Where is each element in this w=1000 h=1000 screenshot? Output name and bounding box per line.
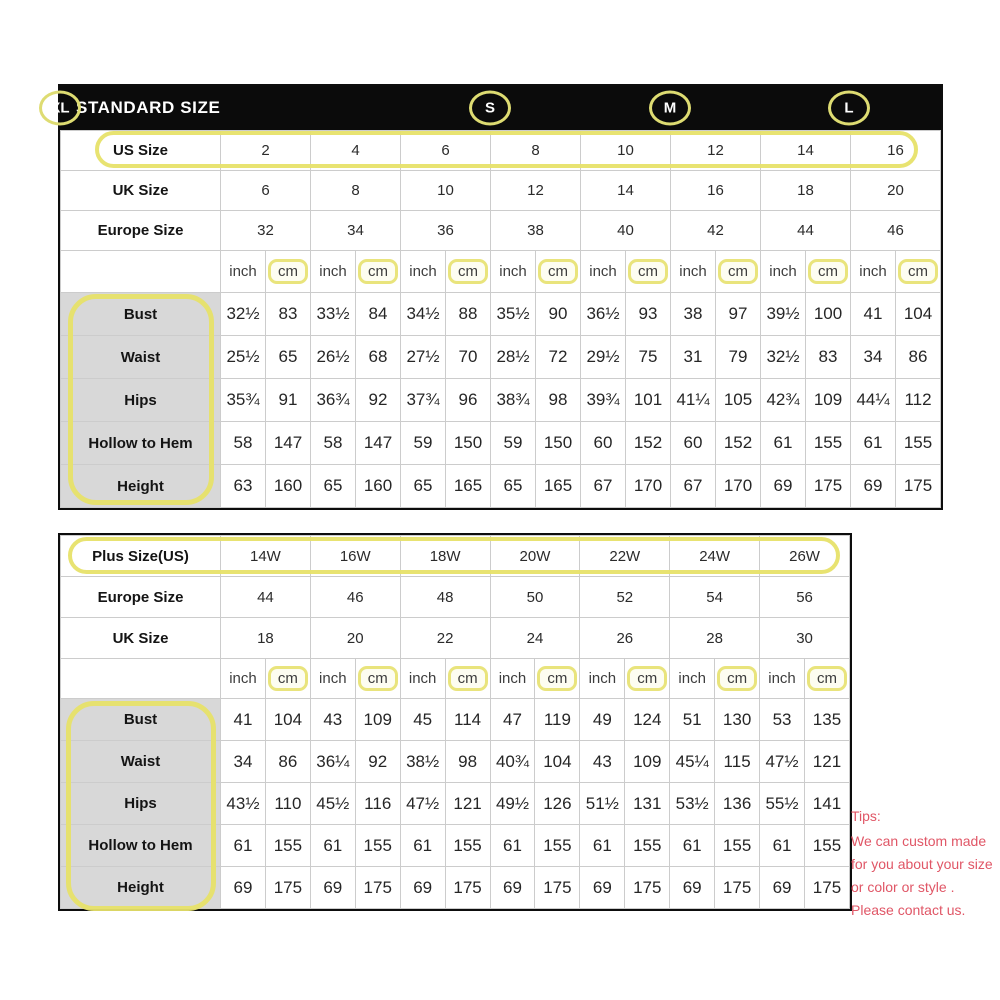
measure-value-cell: 61: [761, 422, 806, 465]
measure-value-cell: 155: [806, 422, 851, 465]
measure-value-cell: 136: [715, 783, 760, 825]
size-value-cell: 14: [581, 171, 671, 211]
measure-value-cell: 69: [761, 465, 806, 508]
measure-value-cell: 88: [446, 293, 491, 336]
measure-value-cell: 61: [221, 825, 266, 867]
measure-value-cell: 175: [265, 867, 310, 909]
measure-value-cell: 55½: [760, 783, 805, 825]
measure-value-cell: 155: [896, 422, 941, 465]
unit-header-cell: [670, 659, 715, 699]
measure-value-cell: 92: [356, 379, 401, 422]
measure-value-cell: 68: [356, 336, 401, 379]
measure-value-cell: 84: [356, 293, 401, 336]
size-value-cell: 24W: [670, 536, 760, 577]
measure-value-cell: 41: [221, 699, 266, 741]
standard-size-grid: [60, 130, 941, 508]
measure-value-cell: 79: [716, 336, 761, 379]
size-value-cell: 20: [310, 618, 400, 659]
unit-header-cell: [445, 659, 490, 699]
measure-value-cell: 86: [896, 336, 941, 379]
size-value-cell: 32: [221, 211, 311, 251]
unit-label: inch: [409, 262, 437, 280]
unit-header-cell: [446, 251, 491, 293]
tips-title: Tips:: [851, 808, 881, 824]
measure-value-cell: 104: [535, 741, 580, 783]
measure-value-cell: 58: [221, 422, 266, 465]
measure-value-cell: 165: [536, 465, 581, 508]
tips-line: for you about your size: [851, 856, 993, 872]
size-value-cell: 34: [311, 211, 401, 251]
measure-value-cell: 69: [760, 867, 805, 909]
size-value-cell: 16: [851, 131, 941, 171]
measure-value-cell: 152: [716, 422, 761, 465]
unit-header-cell: [625, 659, 670, 699]
unit-header-cell: [491, 251, 536, 293]
measure-value-cell: 40¾: [490, 741, 535, 783]
cm-highlight-box: cm: [718, 259, 758, 284]
measure-value-cell: 155: [715, 825, 760, 867]
measure-value-cell: 51½: [580, 783, 625, 825]
size-value-cell: 18W: [400, 536, 490, 577]
measure-value-cell: 27½: [401, 336, 446, 379]
measure-value-cell: 75: [626, 336, 671, 379]
row-label: UK Size: [61, 618, 221, 659]
measure-value-cell: 175: [715, 867, 760, 909]
cm-highlight-box: cm: [628, 259, 668, 284]
unit-header-cell: [265, 659, 310, 699]
measure-value-cell: 83: [266, 293, 311, 336]
size-value-cell: 46: [310, 577, 400, 618]
size-value-cell: 8: [491, 131, 581, 171]
size-value-cell: 8: [311, 171, 401, 211]
size-value-cell: 38: [491, 211, 581, 251]
measure-value-cell: 112: [896, 379, 941, 422]
measure-value-cell: 29½: [581, 336, 626, 379]
measure-value-cell: 33½: [311, 293, 356, 336]
unit-label: inch: [589, 262, 617, 280]
measure-value-cell: 61: [851, 422, 896, 465]
measure-value-cell: 28½: [491, 336, 536, 379]
measure-value-cell: 92: [355, 741, 400, 783]
measure-value-cell: 121: [804, 741, 849, 783]
size-group-s-circle: S: [469, 91, 511, 126]
measure-value-cell: 53½: [670, 783, 715, 825]
unit-label: inch: [588, 669, 617, 687]
measure-value-cell: 47½: [760, 741, 805, 783]
measure-value-cell: 41¼: [671, 379, 716, 422]
unit-label: inch: [859, 262, 887, 280]
size-value-cell: 16W: [310, 536, 400, 577]
measure-value-cell: 60: [581, 422, 626, 465]
size-value-cell: 14W: [221, 536, 311, 577]
measure-value-cell: 65: [401, 465, 446, 508]
size-value-cell: 18: [221, 618, 311, 659]
measure-value-cell: 91: [266, 379, 311, 422]
size-value-cell: 28: [670, 618, 760, 659]
row-label: Europe Size: [61, 577, 221, 618]
size-value-cell: 26: [580, 618, 670, 659]
measure-value-cell: 38½: [400, 741, 445, 783]
measure-value-cell: 45¼: [670, 741, 715, 783]
cm-highlight-box: cm: [268, 666, 308, 691]
size-value-cell: 16: [671, 171, 761, 211]
unit-label: inch: [498, 669, 527, 687]
size-value-cell: 12: [671, 131, 761, 171]
row-label: Hollow to Hem: [61, 422, 221, 465]
cm-highlight-box: cm: [898, 259, 938, 284]
tips-line: Please contact us.: [851, 902, 966, 918]
cm-highlight-box: cm: [448, 666, 488, 691]
unit-header-cell: [806, 251, 851, 293]
measure-value-cell: 58: [311, 422, 356, 465]
row-label: Height: [61, 867, 221, 909]
row-label: Europe Size: [61, 211, 221, 251]
measure-value-cell: 49½: [490, 783, 535, 825]
measure-value-cell: 34: [851, 336, 896, 379]
measure-value-cell: 126: [535, 783, 580, 825]
measure-value-cell: 116: [355, 783, 400, 825]
tips-note: [851, 805, 1000, 922]
measure-value-cell: 38: [671, 293, 716, 336]
measure-value-cell: 170: [626, 465, 671, 508]
unit-label: inch: [229, 669, 257, 687]
tips-line: We can custom made: [851, 833, 987, 849]
measure-value-cell: 47½: [400, 783, 445, 825]
measure-value-cell: 26½: [311, 336, 356, 379]
measure-value-cell: 25½: [221, 336, 266, 379]
measure-value-cell: 41: [851, 293, 896, 336]
measure-value-cell: 165: [446, 465, 491, 508]
measure-value-cell: 175: [355, 867, 400, 909]
size-value-cell: 20: [851, 171, 941, 211]
cm-highlight-box: cm: [358, 259, 398, 284]
measure-value-cell: 35½: [491, 293, 536, 336]
measure-value-cell: 155: [355, 825, 400, 867]
unit-header-cell: [221, 251, 266, 293]
size-value-cell: 42: [671, 211, 761, 251]
measure-value-cell: 98: [445, 741, 490, 783]
measure-value-cell: 152: [626, 422, 671, 465]
unit-header-cell: [851, 251, 896, 293]
row-label: Waist: [61, 741, 221, 783]
measure-value-cell: 86: [265, 741, 310, 783]
size-value-cell: 22W: [580, 536, 670, 577]
size-value-cell: 2: [221, 131, 311, 171]
unit-header-cell: [626, 251, 671, 293]
measure-value-cell: 150: [446, 422, 491, 465]
unit-header-cell: [716, 251, 761, 293]
measure-value-cell: 65: [266, 336, 311, 379]
measure-value-cell: 35¾: [221, 379, 266, 422]
measure-value-cell: 39½: [761, 293, 806, 336]
unit-header-cell: [760, 659, 805, 699]
unit-label: inch: [408, 669, 437, 687]
row-label: Bust: [61, 293, 221, 336]
row-label: Waist: [61, 336, 221, 379]
measure-value-cell: 175: [445, 867, 490, 909]
unit-label: inch: [499, 262, 527, 280]
measure-value-cell: 155: [625, 825, 670, 867]
measure-value-cell: 160: [266, 465, 311, 508]
unit-header-cell: [311, 251, 356, 293]
measure-value-cell: 61: [760, 825, 805, 867]
measure-value-cell: 61: [580, 825, 625, 867]
unit-header-cell: [355, 659, 400, 699]
size-value-cell: 20W: [490, 536, 580, 577]
unit-label: inch: [229, 262, 257, 280]
measure-value-cell: 45: [400, 699, 445, 741]
measure-value-cell: 69: [490, 867, 535, 909]
row-label: Hips: [61, 379, 221, 422]
measure-value-cell: 38¾: [491, 379, 536, 422]
measure-value-cell: 110: [265, 783, 310, 825]
unit-header-cell: [761, 251, 806, 293]
measure-value-cell: 141: [804, 783, 849, 825]
unit-header-cell: [266, 251, 311, 293]
measure-value-cell: 69: [221, 867, 266, 909]
size-value-cell: 10: [581, 131, 671, 171]
unit-row-label: [61, 659, 221, 699]
measure-value-cell: 147: [356, 422, 401, 465]
measure-value-cell: 131: [625, 783, 670, 825]
size-value-cell: 44: [221, 577, 311, 618]
unit-header-cell: [490, 659, 535, 699]
measure-value-cell: 69: [580, 867, 625, 909]
plus-size-table: [58, 533, 852, 911]
measure-value-cell: 43½: [221, 783, 266, 825]
measure-value-cell: 109: [625, 741, 670, 783]
measure-value-cell: 67: [671, 465, 716, 508]
cm-highlight-box: cm: [448, 259, 488, 284]
unit-header-cell: [221, 659, 266, 699]
measure-value-cell: 39¾: [581, 379, 626, 422]
size-group-l-circle: L: [828, 91, 870, 126]
size-value-cell: 40: [581, 211, 671, 251]
row-label: UK Size: [61, 171, 221, 211]
measure-value-cell: 42¾: [761, 379, 806, 422]
measure-value-cell: 155: [445, 825, 490, 867]
measure-value-cell: 61: [670, 825, 715, 867]
unit-header-cell: [671, 251, 716, 293]
measure-value-cell: 69: [670, 867, 715, 909]
measure-value-cell: 100: [806, 293, 851, 336]
size-group-m-circle: M: [649, 91, 691, 126]
unit-header-cell: [401, 251, 446, 293]
cm-highlight-box: cm: [358, 666, 398, 691]
cm-highlight-box: cm: [807, 666, 847, 691]
row-label: Hollow to Hem: [61, 825, 221, 867]
measure-value-cell: 155: [535, 825, 580, 867]
size-value-cell: 22: [400, 618, 490, 659]
measure-value-cell: 61: [310, 825, 355, 867]
measure-value-cell: 121: [445, 783, 490, 825]
size-value-cell: 6: [401, 131, 491, 171]
measure-value-cell: 101: [626, 379, 671, 422]
standard-size-header: [50, 86, 941, 130]
measure-value-cell: 83: [806, 336, 851, 379]
measure-value-cell: 155: [265, 825, 310, 867]
standard-size-title: STANDARD SIZE: [76, 98, 221, 117]
measure-value-cell: 97: [716, 293, 761, 336]
measure-value-cell: 160: [356, 465, 401, 508]
measure-value-cell: 115: [715, 741, 760, 783]
row-label: Hips: [61, 783, 221, 825]
cm-highlight-box: cm: [268, 259, 308, 284]
measure-value-cell: 93: [626, 293, 671, 336]
size-value-cell: 12: [491, 171, 581, 211]
measure-value-cell: 69: [310, 867, 355, 909]
measure-value-cell: 34½: [401, 293, 446, 336]
size-value-cell: 24: [490, 618, 580, 659]
measure-value-cell: 135: [804, 699, 849, 741]
measure-value-cell: 109: [355, 699, 400, 741]
measure-value-cell: 53: [760, 699, 805, 741]
measure-value-cell: 114: [445, 699, 490, 741]
measure-value-cell: 69: [400, 867, 445, 909]
measure-value-cell: 96: [446, 379, 491, 422]
cm-highlight-box: cm: [537, 666, 577, 691]
size-value-cell: 54: [670, 577, 760, 618]
measure-value-cell: 45½: [310, 783, 355, 825]
measure-value-cell: 34: [221, 741, 266, 783]
measure-value-cell: 109: [806, 379, 851, 422]
measure-value-cell: 32½: [761, 336, 806, 379]
unit-header-cell: [535, 659, 580, 699]
measure-value-cell: 59: [401, 422, 446, 465]
measure-value-cell: 43: [580, 741, 625, 783]
measure-value-cell: 90: [536, 293, 581, 336]
measure-value-cell: 44¼: [851, 379, 896, 422]
unit-label: inch: [679, 262, 707, 280]
size-value-cell: 56: [760, 577, 850, 618]
size-value-cell: 46: [851, 211, 941, 251]
unit-header-cell: [400, 659, 445, 699]
unit-label: inch: [319, 262, 347, 280]
measure-value-cell: 60: [671, 422, 716, 465]
measure-value-cell: 51: [670, 699, 715, 741]
measure-value-cell: 124: [625, 699, 670, 741]
unit-row-label: [61, 251, 221, 293]
cm-highlight-box: cm: [627, 666, 667, 691]
unit-label: inch: [769, 262, 797, 280]
size-value-cell: 48: [400, 577, 490, 618]
tips-line: or color or style .: [851, 879, 955, 895]
size-value-cell: 26W: [760, 536, 850, 577]
row-label: Bust: [61, 699, 221, 741]
unit-header-cell: [356, 251, 401, 293]
measure-value-cell: 61: [490, 825, 535, 867]
measure-value-cell: 72: [536, 336, 581, 379]
measure-value-cell: 175: [806, 465, 851, 508]
measure-value-cell: 47: [490, 699, 535, 741]
size-value-cell: 6: [221, 171, 311, 211]
measure-value-cell: 104: [265, 699, 310, 741]
size-value-cell: 44: [761, 211, 851, 251]
measure-value-cell: 147: [266, 422, 311, 465]
measure-value-cell: 130: [715, 699, 760, 741]
unit-header-cell: [804, 659, 849, 699]
unit-label: inch: [768, 669, 796, 687]
measure-value-cell: 59: [491, 422, 536, 465]
measure-value-cell: 170: [716, 465, 761, 508]
measure-value-cell: 119: [535, 699, 580, 741]
size-value-cell: 52: [580, 577, 670, 618]
unit-header-cell: [896, 251, 941, 293]
measure-value-cell: 175: [535, 867, 580, 909]
unit-header-cell: [581, 251, 626, 293]
size-value-cell: 4: [311, 131, 401, 171]
cm-highlight-box: cm: [538, 259, 578, 284]
measure-value-cell: 43: [310, 699, 355, 741]
measure-value-cell: 98: [536, 379, 581, 422]
measure-value-cell: 32½: [221, 293, 266, 336]
measure-value-cell: 175: [804, 867, 849, 909]
measure-value-cell: 70: [446, 336, 491, 379]
measure-value-cell: 31: [671, 336, 716, 379]
unit-header-cell: [715, 659, 760, 699]
size-group-xl-circle: XL: [39, 91, 81, 126]
measure-value-cell: 65: [311, 465, 356, 508]
measure-value-cell: 175: [896, 465, 941, 508]
measure-value-cell: 155: [804, 825, 849, 867]
standard-size-table: [50, 84, 943, 510]
row-label: Plus Size(US): [61, 536, 221, 577]
plus-size-grid: [60, 535, 850, 909]
unit-header-cell: [536, 251, 581, 293]
measure-value-cell: 63: [221, 465, 266, 508]
measure-value-cell: 36¼: [310, 741, 355, 783]
measure-value-cell: 37¾: [401, 379, 446, 422]
unit-label: inch: [678, 669, 706, 687]
measure-value-cell: 49: [580, 699, 625, 741]
measure-value-cell: 104: [896, 293, 941, 336]
measure-value-cell: 69: [851, 465, 896, 508]
unit-header-cell: [310, 659, 355, 699]
size-value-cell: 36: [401, 211, 491, 251]
measure-value-cell: 61: [400, 825, 445, 867]
measure-value-cell: 65: [491, 465, 536, 508]
row-label: Height: [61, 465, 221, 508]
cm-highlight-box: cm: [808, 259, 848, 284]
measure-value-cell: 175: [625, 867, 670, 909]
measure-value-cell: 67: [581, 465, 626, 508]
measure-value-cell: 36¾: [311, 379, 356, 422]
size-value-cell: 10: [401, 171, 491, 211]
unit-header-cell: [580, 659, 625, 699]
size-value-cell: 50: [490, 577, 580, 618]
measure-value-cell: 105: [716, 379, 761, 422]
cm-highlight-box: cm: [717, 666, 757, 691]
size-value-cell: 30: [760, 618, 850, 659]
row-label: US Size: [61, 131, 221, 171]
measure-value-cell: 36½: [581, 293, 626, 336]
size-value-cell: 14: [761, 131, 851, 171]
measure-value-cell: 150: [536, 422, 581, 465]
size-value-cell: 18: [761, 171, 851, 211]
unit-label: inch: [319, 669, 347, 687]
